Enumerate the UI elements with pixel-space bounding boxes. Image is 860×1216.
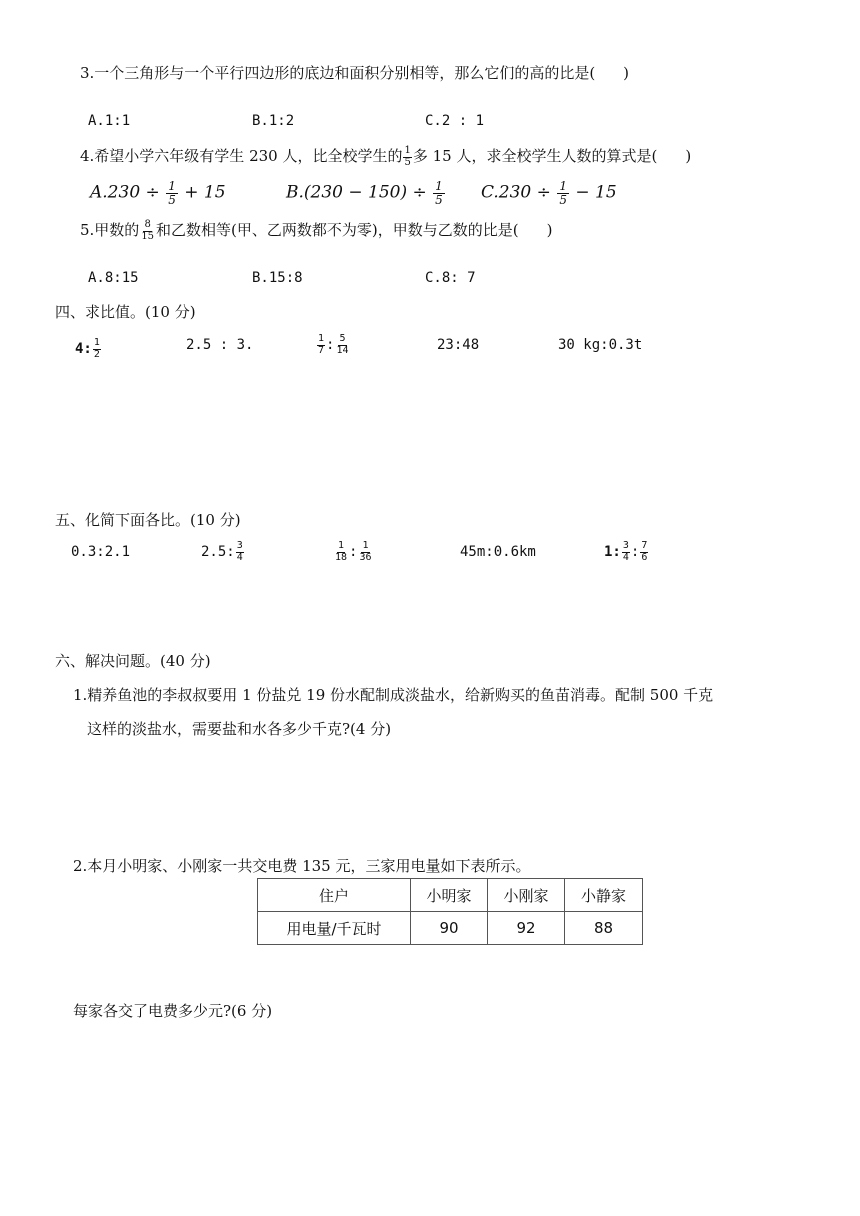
q4-option-b[interactable]: B.(230 − 150) ÷ $\frac{1}{5}$	[286, 179, 443, 207]
table-row	[258, 912, 643, 945]
problem-2: 2.本月小明家、小刚家一共交电费 135 元，三家用电量如下表所示。	[73, 857, 531, 875]
q3-option-b[interactable]: B.1:2	[252, 113, 295, 129]
question-3: 3.一个三角形与一个平行四边形的底边和面积分别相等，那么它们的高的比是( )	[80, 64, 630, 82]
question-3-text: 3.一个三角形与一个平行四边形的底边和面积分别相等，那么它们的高的比是(	[80, 64, 596, 82]
fraction: $\frac{1}{5}$	[435, 179, 443, 207]
ratio-item: 1: $\frac{3}{4}$ : $\frac{7}{6}$	[604, 540, 648, 563]
table-header: 小静家	[565, 879, 643, 912]
problem-2-question: 每家各交了电费多少元?(6 分)	[73, 1002, 273, 1020]
fraction: $\frac{3}{4}$	[236, 540, 243, 563]
fraction: $\frac{1}{2}$	[93, 337, 100, 360]
table-cell: 90	[411, 912, 488, 945]
problem-1-line-1: 1.精养鱼池的李叔叔要用 1 份盐兑 19 份水配制成淡盐水，给新购买的鱼苗消毒。配制 500 千克	[73, 686, 714, 704]
section-heading-4: 四、求比值。(10 分)	[55, 303, 196, 321]
table-header: 小刚家	[488, 879, 565, 912]
question-5: 5.甲数的 $\frac{8}{15}$ 和乙数相等(甲、乙两数都不为零)，甲数与乙数的比是( )	[80, 219, 553, 242]
q5-option-c[interactable]: C.8: 7	[425, 270, 476, 286]
table-header: 住户	[258, 879, 411, 912]
fraction: $\frac{1}{36}$	[359, 540, 372, 563]
problem-1-line-2: 这样的淡盐水，需要盐和水各多少千克?(4 分)	[87, 720, 392, 738]
ratio-item: 4: $\frac{1}{2}$	[75, 337, 100, 360]
ratio-item: 45m:0.6km	[460, 544, 536, 560]
table-row-label: 用电量/千瓦时	[258, 912, 411, 945]
fraction: $\frac{5}{14}$	[336, 333, 349, 356]
section-heading-5: 五、化简下面各比。(10 分)	[55, 511, 241, 529]
q4-option-c[interactable]: C.230 ÷ $\frac{1}{5}$ − 15	[481, 179, 617, 207]
ratio-item: $\frac{1}{18}$ : $\frac{1}{36}$	[335, 540, 372, 563]
table-header-row	[258, 879, 643, 912]
ratio-item: 2.5 : 3.	[186, 337, 254, 353]
section-heading-6: 六、解决问题。(40 分)	[55, 652, 211, 670]
fraction: $\frac{1}{5}$	[404, 145, 411, 168]
fraction: $\frac{7}{6}$	[641, 540, 648, 563]
table-cell: 92	[488, 912, 565, 945]
fraction: $\frac{1}{18}$	[335, 540, 348, 563]
q3-option-a[interactable]: A.1:1	[88, 113, 131, 129]
fraction: $\frac{1}{7}$	[318, 333, 325, 356]
q5-option-a[interactable]: A.8:15	[88, 270, 139, 286]
ratio-item: 23:48	[437, 337, 480, 353]
ratio-item: 2.5: $\frac{3}{4}$	[201, 540, 243, 563]
fraction: $\frac{1}{5}$	[559, 179, 567, 207]
question-4: 4.希望小学六年级有学生 230 人，比全校学生的 $\frac{1}{5}$ 多 15 人，求全校学生人数的算式是( )	[80, 145, 692, 168]
table-cell: 88	[565, 912, 643, 945]
fraction: $\frac{8}{15}$	[141, 219, 155, 242]
q4-option-a[interactable]: A.230 ÷ $\frac{1}{5}$ + 15	[90, 179, 226, 207]
ratio-item: 0.3:2.1	[71, 544, 131, 560]
fraction: $\frac{3}{4}$	[622, 540, 629, 563]
q3-option-c[interactable]: C.2 : 1	[425, 113, 485, 129]
electricity-table	[257, 878, 643, 945]
ratio-item: 30 kg:0.3t	[558, 337, 643, 353]
table-header: 小明家	[411, 879, 488, 912]
fraction: $\frac{1}{5}$	[168, 179, 176, 207]
ratio-item: $\frac{1}{7}$ : $\frac{5}{14}$	[318, 333, 349, 356]
q5-option-b[interactable]: B.15:8	[252, 270, 303, 286]
